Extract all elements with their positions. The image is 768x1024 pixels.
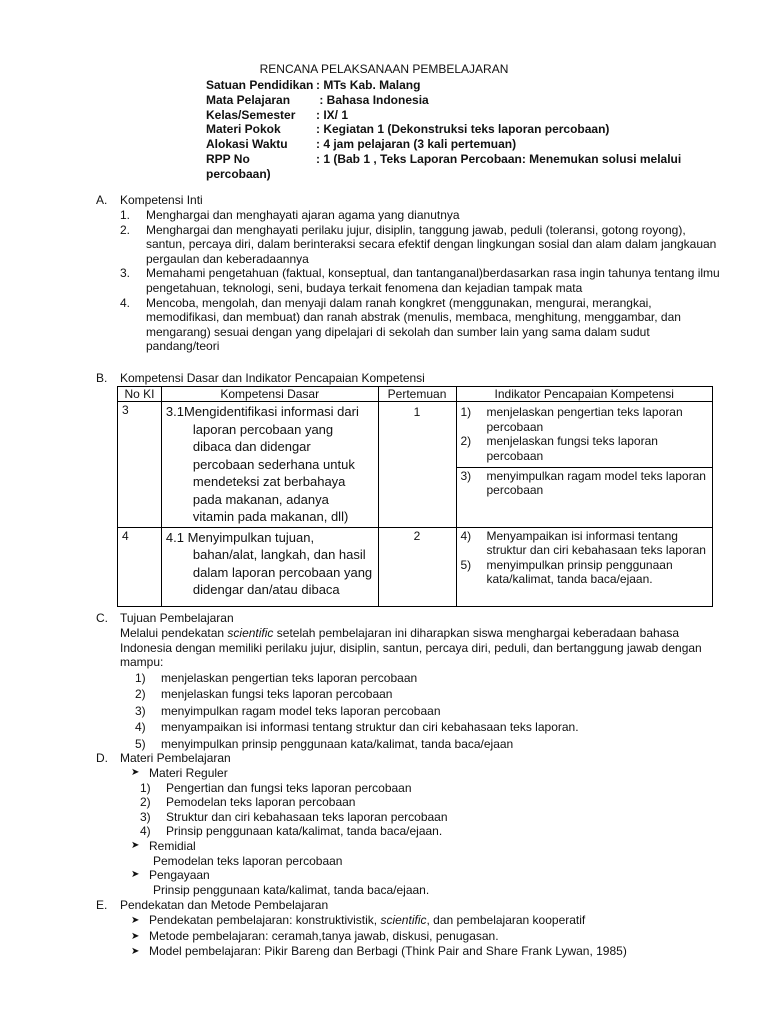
tujuan-list — [135, 670, 725, 753]
kompetensi-dasar-table — [117, 386, 713, 607]
section-heading — [96, 193, 736, 208]
document-title: RENCANA PELAKSANAAN PEMBELAJARAN — [259, 62, 509, 76]
indicator-item — [461, 405, 709, 434]
identity-continuation: percobaan) — [206, 166, 271, 181]
section-tujuan-pembelajaran — [96, 611, 736, 752]
identity-row — [206, 78, 681, 93]
bullet-pengayaan — [131, 868, 736, 883]
cell-pertemuan: 1 — [378, 402, 456, 528]
identity-label: Materi Pokok — [206, 122, 281, 137]
list-item — [135, 719, 725, 736]
indicator-item — [461, 434, 709, 463]
identity-value: : 4 jam pelajaran (3 kali pertemuan) — [316, 137, 517, 152]
identity-block — [206, 78, 681, 182]
item-text: Struktur dan ciri kebahasaan teks laporan percobaan — [166, 809, 448, 824]
arrow-bullet-icon: ➤ — [131, 946, 140, 957]
item-text: Menghargai dan menghayati ajaran agama yang dianutnya — [146, 208, 460, 222]
item-number: 5) — [135, 736, 146, 751]
list-item — [135, 670, 725, 687]
section-title: Kompetensi Inti — [120, 193, 203, 207]
item-text: Pengertian dan fungsi teks laporan percobaan — [166, 780, 412, 795]
tujuan-intro — [120, 626, 722, 670]
list-item — [120, 266, 720, 295]
pengayaan-text: Prinsip penggunaan kata/kalimat, tanda baca/ejaan. — [153, 882, 430, 897]
intro-text: Melalui pendekatan — [120, 626, 228, 640]
cell-no-ki: 4 — [118, 527, 162, 606]
section-materi-pembelajaran — [96, 751, 736, 897]
cell-indikator — [456, 527, 713, 606]
item-number: 3. — [120, 266, 131, 281]
identity-value: : 1 (Bab 1 , Teks Laporan Percobaan: Menemukan solusi melalui — [316, 151, 682, 166]
kd-first-line: 3.1Mengidentifikasi informasi dari — [165, 404, 359, 419]
item-text: menyampaikan isi informasi tentang struktur dan ciri kebahasaan teks laporan. — [161, 720, 579, 735]
identity-label: Mata Pelajaran — [206, 92, 291, 107]
indicator-number: 4) — [460, 528, 472, 543]
identity-value: : Bahasa Indonesia — [316, 92, 429, 107]
item-number: 4) — [135, 720, 146, 735]
identity-row — [206, 93, 681, 108]
section-kompetensi-inti — [96, 193, 736, 354]
list-item — [140, 795, 700, 810]
cell-kompetensi-dasar — [161, 402, 378, 528]
item-number: 4) — [140, 824, 151, 839]
indicator-text: menyimpulkan prinsip penggunaan kata/kalimat, tanda baca/ejaan. — [486, 557, 673, 586]
arrow-bullet-icon: ➤ — [131, 930, 140, 942]
bullet-text: Metode pembelajaran: ceramah,tanya jawab, diskusi, penugasan. — [149, 928, 499, 943]
cell-pertemuan: 2 — [378, 527, 456, 606]
remidial-text: Pemodelan teks laporan percobaan — [153, 853, 343, 868]
kd-continuation: bahan/alat, langkah, dan hasil dalam laporan percobaan yang didengar dan/atau dibaca — [192, 547, 373, 597]
section-title: Pendekatan dan Metode Pembelajaran — [120, 898, 329, 912]
identity-row — [206, 137, 681, 152]
identity-label: Satuan Pendidikan — [206, 78, 314, 92]
section-heading — [96, 751, 736, 766]
indicator-item — [461, 529, 709, 558]
bullet-text: Pendekatan pembelajaran: konstruktivistik, — [149, 913, 381, 927]
section-letter: B. — [96, 371, 108, 385]
kompetensi-inti-list — [120, 208, 720, 354]
column-header: Indikator Pencapaian Kompetensi — [456, 387, 713, 402]
item-number: 1) — [135, 670, 146, 685]
list-item — [120, 208, 720, 223]
identity-value: : IX/ 1 — [316, 107, 349, 122]
indicator-text: menjelaskan fungsi teks laporan percobaan — [486, 434, 658, 463]
item-text: Pemodelan teks laporan percobaan — [166, 795, 356, 810]
section-pendekatan-metode — [96, 898, 736, 960]
intro-italic: scientific — [227, 626, 274, 640]
indicator-number: 2) — [460, 434, 472, 448]
indicator-item — [461, 558, 709, 587]
arrow-bullet-icon: ➤ — [131, 767, 140, 778]
arrow-bullet-icon: ➤ — [131, 915, 140, 926]
bullet-pendekatan — [131, 913, 736, 929]
column-header: Kompetensi Dasar — [161, 387, 378, 402]
section-kompetensi-dasar-heading — [96, 371, 425, 386]
table-row — [118, 402, 713, 468]
item-text: menjelaskan pengertian teks laporan percobaan — [161, 670, 418, 685]
bullet-text: Model pembelajaran: Pikir Bareng dan Berbagi (Think Pair and Share Frank Lywan, 1985) — [149, 944, 627, 958]
section-letter: C. — [96, 611, 108, 625]
indicator-text: menjelaskan pengertian teks laporan percobaan — [486, 405, 683, 434]
list-item — [140, 824, 700, 839]
list-item — [120, 296, 720, 354]
bullet-italic: scientific — [380, 913, 427, 927]
bullet-materi-reguler — [131, 766, 736, 781]
section-letter: E. — [96, 898, 108, 912]
item-number: 2) — [140, 795, 151, 810]
section-title: Materi Pembelajaran — [120, 751, 231, 765]
kd-first-line: 4.1 Menyimpulkan tujuan, — [165, 529, 315, 545]
list-item — [140, 810, 700, 825]
indicator-number: 3) — [460, 468, 472, 483]
item-text: Mencoba, mengolah, dan menyaji dalam ranah kongkret (menggunakan, mengurai, merangkai, memodifikasi, dan membuat) dan ranah abstrak (menulis, membaca, menghitung, menggambar, dan mengarang) sesuai dengan yang dipelajari di sekolah dan sumber lain yang sama dalam sudut pandang/teori — [146, 295, 681, 354]
item-text: Memahami pengetahuan (faktual, konseptual, dan tantanganal)berdasarkan rasa ingin tahunya tentang ilmu pengetahuan, teknologi, seni, budaya terkait fenomena dan kejadian tampak mata — [146, 266, 720, 295]
column-header: Pertemuan — [378, 387, 456, 402]
cell-no-ki: 3 — [118, 402, 162, 528]
section-heading — [96, 898, 736, 913]
indicator-text: Menyampaikan isi informasi tentang struktur dan ciri kebahasaan teks laporan — [486, 528, 706, 557]
item-number: 3) — [135, 703, 146, 718]
bullet-remidial — [131, 839, 736, 854]
item-text: Menghargai dan menghayati perilaku jujur, disiplin, tanggung jawab, peduli (toleransi, gotong royong), santun, percaya diri, dalam berinteraksi secara efektif dengan lingkungan sosial dan alam dalam jangkauan pergaulan dan keberadaannya — [146, 222, 717, 266]
bullet-label: Remidial — [149, 838, 196, 853]
materi-reguler-list — [140, 781, 700, 839]
arrow-bullet-icon: ➤ — [131, 869, 140, 881]
item-text: Prinsip penggunaan kata/kalimat, tanda baca/ejaan. — [166, 824, 443, 839]
identity-label: Kelas/Semester — [206, 107, 296, 122]
item-number: 4. — [120, 295, 131, 310]
kd-continuation: laporan percobaan yang dibaca dan didengar percobaan sederhana untuk mendeteksi zat berbahaya pada makanan, adanya vitamin pada makanan, dll) — [192, 421, 355, 524]
cell-kompetensi-dasar — [161, 527, 378, 606]
identity-value: : MTs Kab. Malang — [316, 78, 421, 92]
table-row — [118, 527, 713, 606]
intro-text: setelah pembelajaran ini diharapkan siswa menghargai keberadaan bahasa Indonesia dengan memiliki perilaku jujur, disiplin, santun, percaya diri, peduli, dan bertanggung jawab dengan mampu: — [120, 626, 702, 670]
bullet-metode — [131, 929, 736, 945]
column-header: No KI — [118, 387, 162, 402]
indicator-number: 1) — [460, 405, 472, 419]
item-number: 3) — [140, 809, 151, 824]
item-number: 1) — [140, 780, 151, 795]
indicator-number: 5) — [460, 557, 472, 572]
list-item — [135, 686, 725, 703]
identity-row — [206, 108, 681, 123]
bullet-text: , dan pembelajaran kooperatif — [426, 913, 586, 927]
identity-value: : Kegiatan 1 (Dekonstruksi teks laporan percobaan) — [316, 122, 610, 137]
bullet-label: Pengayaan — [149, 868, 210, 883]
identity-row — [206, 152, 681, 167]
cell-indikator — [456, 467, 713, 527]
section-heading — [96, 611, 736, 626]
identity-label: RPP No — [206, 151, 250, 166]
section-title: Kompetensi Dasar dan Indikator Pencapaian Kompetensi — [120, 371, 425, 385]
arrow-bullet-icon: ➤ — [131, 839, 140, 851]
indicator-text: menyimpulkan ragam model teks laporan percobaan — [486, 468, 706, 498]
list-item — [120, 223, 720, 267]
section-letter: A. — [96, 193, 108, 207]
item-text: menyimpulkan prinsip penggunaan kata/kalimat, tanda baca/ejaan — [161, 736, 514, 751]
table-header-row — [118, 387, 713, 402]
item-number: 2) — [135, 687, 146, 702]
item-number: 2. — [120, 222, 131, 237]
bullet-label: Materi Reguler — [149, 766, 228, 780]
cell-indikator — [456, 402, 713, 468]
indicator-item — [461, 469, 709, 498]
list-item — [140, 781, 700, 796]
item-number: 1. — [120, 208, 131, 222]
item-text: menyimpulkan ragam model teks laporan percobaan — [161, 703, 441, 718]
bullet-model — [131, 944, 736, 960]
section-letter: D. — [96, 751, 108, 765]
list-item — [135, 703, 725, 720]
section-title: Tujuan Pembelajaran — [120, 611, 234, 625]
list-item — [135, 736, 725, 753]
identity-label: Alokasi Waktu — [206, 137, 288, 152]
item-text: menjelaskan fungsi teks laporan percobaan — [161, 687, 393, 702]
identity-row — [206, 122, 681, 137]
